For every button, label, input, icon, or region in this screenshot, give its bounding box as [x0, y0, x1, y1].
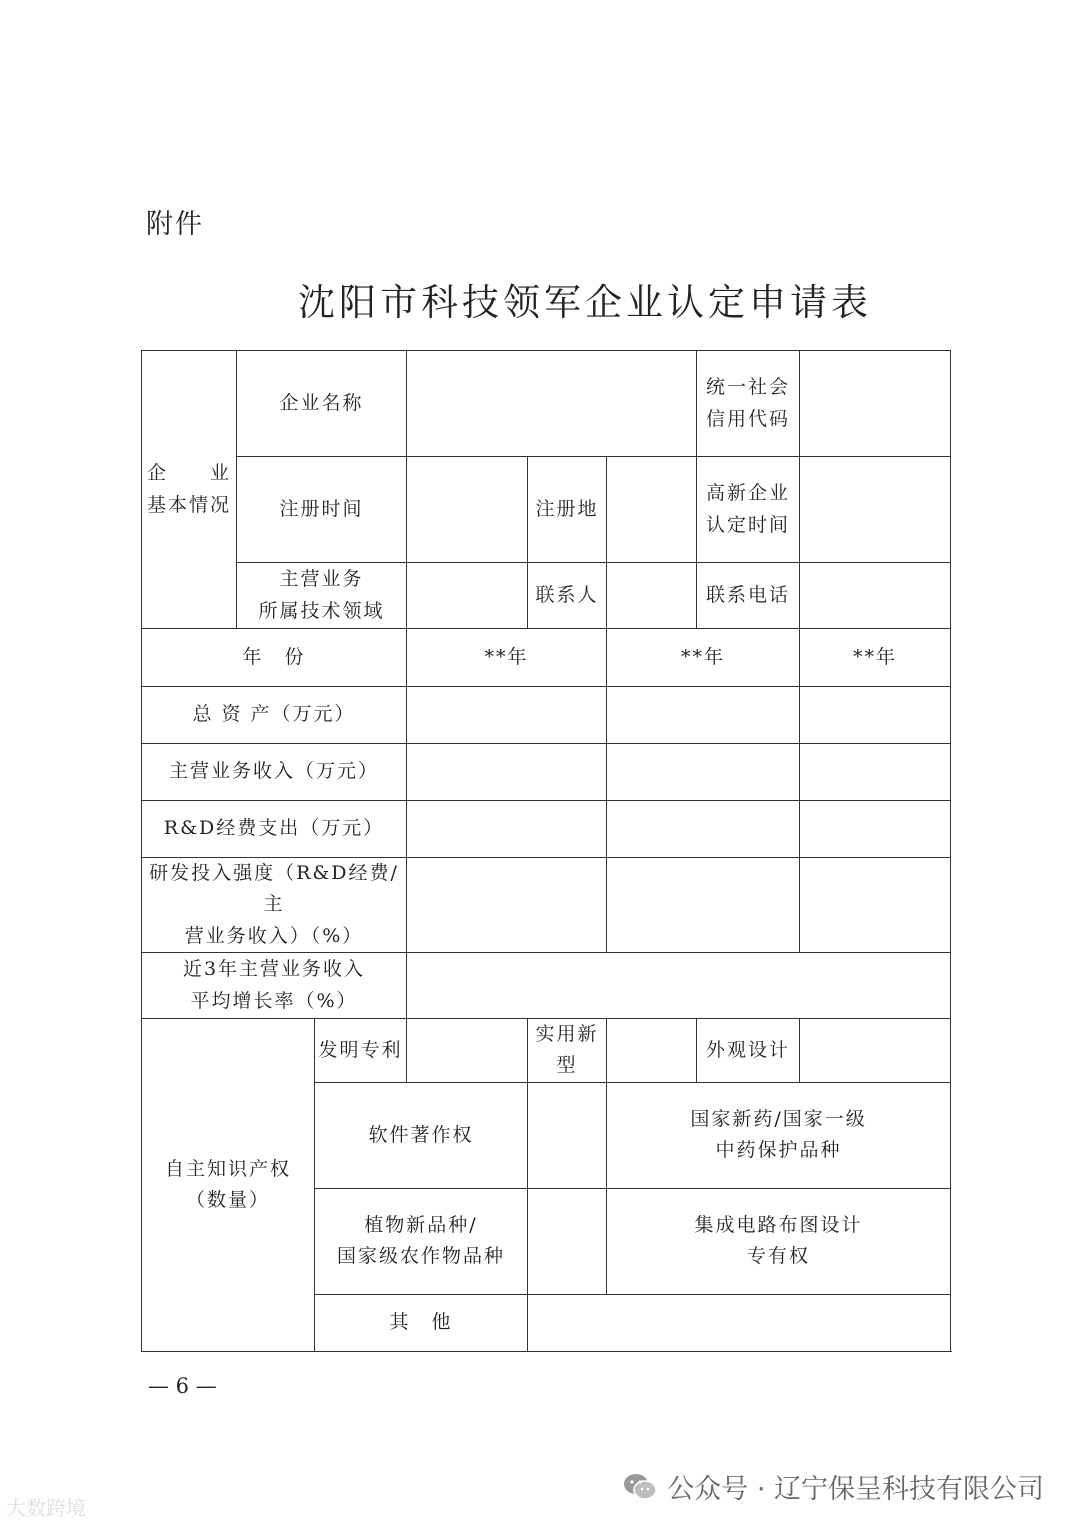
label-design: 外观设计 [697, 1019, 800, 1083]
input-main-revenue-year-2[interactable] [607, 744, 800, 801]
input-rd-intensity-year-1[interactable] [407, 858, 607, 953]
input-total-assets-year-1[interactable] [407, 687, 607, 744]
input-reg-time[interactable] [407, 457, 528, 563]
wechat-icon [623, 1473, 657, 1501]
input-phone[interactable] [800, 563, 951, 629]
label-main-business-field: 主营业务 所属技术领域 [237, 563, 407, 629]
label-phone: 联系电话 [697, 563, 800, 629]
watermark: 大数跨境 [6, 1496, 86, 1520]
input-hitech-time[interactable] [800, 457, 951, 563]
page-number: — 6 — [148, 1374, 217, 1398]
input-rd-expense-year-1[interactable] [407, 801, 607, 858]
input-design[interactable] [800, 1019, 951, 1083]
label-growth-rate: 近3年主营业务收入 平均增长率（%） [142, 953, 407, 1019]
label-new-drug: 国家新药/国家一级 中药保护品种 [607, 1082, 951, 1188]
label-hitech-time: 高新企业 认定时间 [697, 457, 800, 563]
input-total-assets-year-3[interactable] [800, 687, 951, 744]
year-3: **年 [800, 629, 951, 687]
input-rd-expense-year-2[interactable] [607, 801, 800, 858]
label-utility: 实用新型 [528, 1019, 607, 1083]
input-reg-place[interactable] [607, 457, 697, 563]
label-reg-time: 注册时间 [237, 457, 407, 563]
label-invention: 发明专利 [315, 1019, 407, 1083]
year-1: **年 [407, 629, 607, 687]
label-total-assets: 总 资 产（万元） [142, 687, 407, 744]
label-software: 软件著作权 [315, 1082, 528, 1188]
input-credit-code[interactable] [800, 351, 951, 457]
input-company-name[interactable] [407, 351, 697, 457]
input-rd-expense-year-3[interactable] [800, 801, 951, 858]
label-contact: 联系人 [528, 563, 607, 629]
label-plant-variety: 植物新品种/ 国家级农作物品种 [315, 1188, 528, 1294]
input-main-business-field[interactable] [407, 563, 528, 629]
label-year: 年 份 [142, 629, 407, 687]
input-main-revenue-year-1[interactable] [407, 744, 607, 801]
label-ic-layout: 集成电路布图设计 专有权 [607, 1188, 951, 1294]
label-rd-intensity: 研发投入强度（R&D经费/主 营业务收入）（%） [142, 858, 407, 953]
input-invention[interactable] [407, 1019, 528, 1083]
input-contact[interactable] [607, 563, 697, 629]
application-form [141, 350, 950, 1334]
input-rd-intensity-year-3[interactable] [800, 858, 951, 953]
label-company-name: 企业名称 [237, 351, 407, 457]
input-rd-intensity-year-2[interactable] [607, 858, 800, 953]
input-other[interactable] [528, 1294, 951, 1351]
label-main-revenue: 主营业务收入（万元） [142, 744, 407, 801]
year-2: **年 [607, 629, 800, 687]
section-basic-info: 企 业 基本情况 [142, 351, 237, 629]
section-ip: 自主知识产权 （数量） [142, 1019, 315, 1352]
label-credit-code: 统一社会 信用代码 [697, 351, 800, 457]
input-main-revenue-year-3[interactable] [800, 744, 951, 801]
input-plant-variety[interactable] [528, 1188, 607, 1294]
input-total-assets-year-2[interactable] [607, 687, 800, 744]
label-reg-place: 注册地 [528, 457, 607, 563]
attachment-label: 附件 [146, 209, 204, 240]
form-title: 沈阳市科技领军企业认定申请表 [298, 281, 872, 324]
input-software[interactable] [528, 1082, 607, 1188]
footer-credit [623, 1467, 1044, 1506]
input-growth-rate[interactable] [407, 953, 951, 1019]
label-rd-expense: R&D经费支出（万元） [142, 801, 407, 858]
label-other: 其 他 [315, 1294, 528, 1351]
input-utility[interactable] [607, 1019, 697, 1083]
footer-text: 公众号 · 辽宁保呈科技有限公司 [667, 1474, 1044, 1505]
